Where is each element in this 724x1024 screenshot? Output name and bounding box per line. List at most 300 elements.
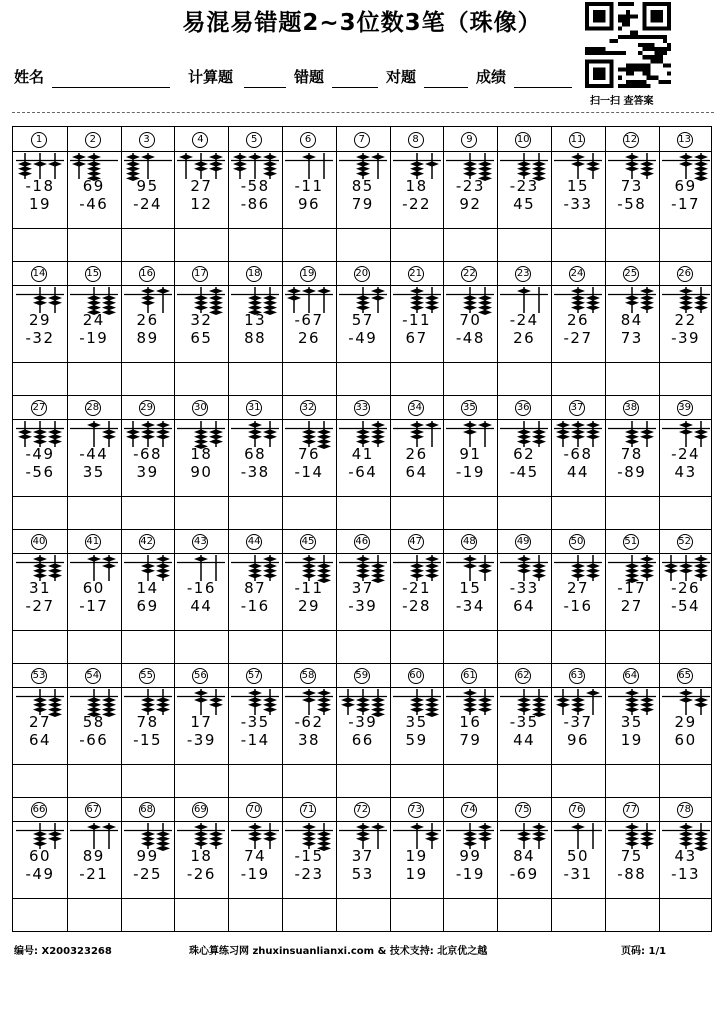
problem-cell [228,261,282,355]
answer-box[interactable] [605,764,659,797]
answer-box[interactable] [551,496,605,529]
abacus-bead [102,434,116,439]
abacus-bead [209,305,223,310]
answer-box[interactable] [282,898,336,931]
abacus-bead [263,434,277,439]
abacus-bead [625,563,639,568]
answer-box[interactable] [67,764,121,797]
abacus-bead [263,573,277,578]
problem-cell [282,395,336,489]
answer-box[interactable] [605,898,659,931]
abacus-bead [87,707,101,712]
operand-2: -39 [186,731,216,749]
operand-2: -15 [133,731,163,749]
abacus-bead [194,434,208,439]
operand-2: -16 [240,597,270,615]
abacus-bead [48,702,62,707]
name-field-line[interactable] [52,87,170,88]
answer-box[interactable] [551,898,605,931]
abacus-bead [679,697,693,702]
abacus-bead [371,702,385,707]
abacus-bead [640,288,654,293]
answer-box[interactable] [228,764,282,797]
answer-box[interactable] [443,496,497,529]
answer-box[interactable] [282,764,336,797]
abacus-bead [463,295,477,300]
abacus-bead [248,305,262,310]
operand-1: 69 [82,177,105,195]
abacus-bead [141,836,155,841]
operand-1: -11 [294,579,324,597]
abacus-bead [463,841,477,846]
answer-box[interactable] [336,764,390,797]
problem-cell [228,663,282,757]
problem-number: 13 [677,132,693,148]
answer-box[interactable] [282,630,336,663]
answer-box[interactable] [551,630,605,663]
problem-cell [497,797,551,891]
abacus-bead [248,573,262,578]
answer-box[interactable] [174,764,228,797]
operand-1: -18 [25,177,55,195]
problem-number: 5 [246,132,262,148]
operand-1: -16 [186,579,216,597]
operand-1: 35 [620,713,643,731]
abacus-bead [302,824,316,829]
answer-box[interactable] [121,228,175,261]
abacus-bead [463,422,477,427]
abacus-bead [48,439,62,444]
problem-cell [121,127,175,221]
abacus-bead [640,300,654,305]
answer-box[interactable] [497,228,551,261]
answer-box[interactable] [13,630,67,663]
abacus-bead [586,166,600,171]
answer-box[interactable] [605,228,659,261]
abacus-bead [302,568,316,573]
answer-box[interactable] [67,898,121,931]
abacus-bead [194,439,208,444]
problem-cell [67,261,121,355]
abacus-bead [371,429,385,434]
abacus-bead [425,831,439,836]
answer-box[interactable] [174,630,228,663]
problem-cell [551,663,605,757]
abacus-bead [356,573,370,578]
abacus-bead [87,422,101,427]
answer-box[interactable] [67,362,121,395]
abacus-bead [209,295,223,300]
answer-box[interactable] [605,496,659,529]
abacus-bead [156,573,170,578]
answer-box[interactable] [390,764,444,797]
abacus-bead [425,422,439,427]
answer-box[interactable] [497,764,551,797]
abacus-bead [356,429,370,434]
problem-number: 10 [515,132,531,148]
answer-box[interactable] [336,496,390,529]
abacus-bead [263,300,277,305]
abacus-bead [317,434,331,439]
operand-2: -16 [563,597,593,615]
abacus-bead [371,434,385,439]
abacus-bead [625,161,639,166]
answer-box[interactable] [659,764,713,797]
answer-box[interactable] [121,764,175,797]
answer-box[interactable] [13,362,67,395]
abacus-bead [248,824,262,829]
problem-number: 33 [354,400,370,416]
score-line[interactable] [514,87,572,88]
abacus-bead [194,841,208,846]
abacus-bead [48,161,62,166]
answer-box[interactable] [13,898,67,931]
abacus-bead [517,288,531,293]
answer-box[interactable] [443,764,497,797]
answer-box[interactable] [282,362,336,395]
problem-cell [336,797,390,891]
operand-2: -19 [455,463,485,481]
abacus-bead [410,429,424,434]
operand-2: 96 [297,195,321,213]
answer-box[interactable] [443,630,497,663]
abacus-bead [625,707,639,712]
problem-number: 42 [139,534,155,550]
abacus-bead [126,429,140,434]
abacus-bead [640,836,654,841]
answer-box[interactable] [390,898,444,931]
answer-box[interactable] [13,496,67,529]
abacus-bead [33,702,47,707]
abacus-bead [410,563,424,568]
answer-box[interactable] [13,764,67,797]
abacus-bead [517,434,531,439]
qr-caption: 扫一扫 查答案 [590,96,654,107]
problem-number: 11 [569,132,585,148]
abacus-bead [156,568,170,573]
problem-number: 65 [677,668,693,684]
answer-box[interactable] [443,898,497,931]
problem-cell [336,529,390,623]
operand-2: -31 [563,865,593,883]
operand-1: 50 [566,847,590,865]
abacus-bead [263,171,277,176]
worksheet-code: 编号: X200323268 [14,946,112,957]
abacus-bead [625,573,639,578]
answer-box[interactable] [336,630,390,663]
operand-1: -15 [294,847,324,865]
answer-box[interactable] [659,496,713,529]
problem-cell [551,797,605,891]
operand-2: 44 [190,597,213,615]
operand-1: -11 [294,177,324,195]
answer-box[interactable] [67,228,121,261]
abacus-bead [179,154,193,159]
abacus-bead [371,288,385,293]
problem-number: 60 [408,668,424,684]
abacus-bead [640,556,654,561]
abacus-bead [517,556,531,561]
answer-box[interactable] [605,630,659,663]
operand-2: -39 [671,329,701,347]
answer-box[interactable] [282,228,336,261]
abacus-bead [141,422,155,427]
abacus-bead [33,300,47,305]
operand-1: 18 [190,445,213,463]
abacus-bead [410,697,424,702]
answer-box[interactable] [228,496,282,529]
operand-1: -37 [563,713,593,731]
abacus-bead [356,697,370,702]
problem-number: 69 [192,802,208,818]
operand-1: -49 [25,445,55,463]
answer-box[interactable] [282,496,336,529]
abacus-bead [248,568,262,573]
abacus-bead [478,166,492,171]
abacus-bead [694,434,708,439]
answer-box[interactable] [228,898,282,931]
abacus-bead [640,295,654,300]
abacus-bead [625,434,639,439]
operand-2: -64 [348,463,378,481]
answer-box[interactable] [659,630,713,663]
abacus-bead [425,573,439,578]
abacus-bead [586,429,600,434]
operand-2: -45 [509,463,539,481]
abacus-bead [463,702,477,707]
abacus-bead [356,563,370,568]
operand-1: -67 [294,311,324,329]
abacus-bead [571,573,585,578]
problem-number: 25 [623,266,639,282]
abacus-bead [694,556,708,561]
abacus-bead [263,305,277,310]
answer-box[interactable] [228,362,282,395]
operand-1: 15 [566,177,590,195]
abacus-bead [694,568,708,573]
abacus-bead [679,300,693,305]
answer-box[interactable] [121,496,175,529]
problem-number: 44 [246,534,262,550]
answer-box[interactable] [174,898,228,931]
abacus-bead [640,841,654,846]
problem-number: 17 [192,266,208,282]
abacus-bead [640,697,654,702]
abacus-bead [209,841,223,846]
abacus-bead [356,295,370,300]
abacus-bead [248,563,262,568]
abacus-bead [48,295,62,300]
problem-number: 23 [515,266,531,282]
abacus-bead [194,300,208,305]
abacus-bead [463,707,477,712]
abacus-bead [640,429,654,434]
abacus-bead [640,161,654,166]
abacus-bead [694,563,708,568]
abacus-bead [263,556,277,561]
answer-box[interactable] [551,362,605,395]
operand-1: 17 [190,713,213,731]
answer-box[interactable] [174,496,228,529]
abacus-bead [209,288,223,293]
abacus-bead [356,831,370,836]
operand-2: -86 [240,195,270,213]
abacus-bead [248,300,262,305]
problem-number: 78 [677,802,693,818]
abacus-bead [410,707,424,712]
answer-box[interactable] [659,228,713,261]
answer-box[interactable] [228,630,282,663]
abacus-bead [33,563,47,568]
abacus-bead [102,824,116,829]
operand-1: 58 [82,713,105,731]
problem-cell [13,797,67,891]
operand-2: 44 [513,731,536,749]
abacus-bead [102,556,116,561]
problem-cell [659,663,713,757]
operand-1: 37 [351,847,374,865]
answer-box[interactable] [67,630,121,663]
abacus-bead [586,573,600,578]
abacus-bead [341,702,355,707]
operand-1: 19 [405,847,428,865]
problem-cell [659,797,713,891]
answer-box[interactable] [659,898,713,931]
answer-box[interactable] [13,228,67,261]
abacus-bead [532,697,546,702]
abacus-bead [263,836,277,841]
abacus-bead [233,166,247,171]
abacus-bead [463,690,477,695]
abacus-bead [87,161,101,166]
abacus-bead [640,573,654,578]
abacus-bead [425,161,439,166]
abacus-bead [410,166,424,171]
abacus-bead [625,300,639,305]
answer-box[interactable] [336,362,390,395]
problem-cell [443,261,497,355]
abacus-bead [317,288,331,293]
abacus-bead [48,300,62,305]
problem-number: 62 [515,668,531,684]
answer-box[interactable] [336,228,390,261]
abacus-bead [356,702,370,707]
answer-box[interactable] [497,630,551,663]
answer-box[interactable] [551,228,605,261]
operand-2: 73 [620,329,643,347]
operand-1: -68 [133,445,163,463]
abacus-bead [679,154,693,159]
answer-box[interactable] [228,228,282,261]
answer-box[interactable] [605,362,659,395]
problem-cell [174,529,228,623]
problem-cell [551,127,605,221]
answer-box[interactable] [497,496,551,529]
abacus-bead [156,831,170,836]
abacus-bead [463,171,477,176]
problem-number: 2 [85,132,101,148]
problem-number: 14 [31,266,47,282]
abacus-bead [263,161,277,166]
abacus-bead [371,697,385,702]
answer-box[interactable] [336,898,390,931]
problem-cell [443,395,497,489]
abacus-bead [478,831,492,836]
abacus-bead [302,429,316,434]
abacus-bead [463,429,477,434]
calc-count-line[interactable] [244,87,286,88]
answer-box[interactable] [551,764,605,797]
abacus-bead [640,707,654,712]
answer-box[interactable] [390,630,444,663]
answer-box[interactable] [174,362,228,395]
wrong-count-line[interactable] [332,87,378,88]
problem-number: 64 [623,668,639,684]
answer-box[interactable] [443,362,497,395]
operand-1: 13 [244,311,267,329]
problem-number: 35 [461,400,477,416]
abacus-bead [425,836,439,841]
abacus-bead [317,831,331,836]
right-count-line[interactable] [424,87,468,88]
abacus-bead [141,288,155,293]
abacus-bead [532,434,546,439]
abacus-bead [302,841,316,846]
problem-cell [551,261,605,355]
abacus-bead [87,154,101,159]
abacus-bead [87,556,101,561]
abacus-bead [425,556,439,561]
answer-box[interactable] [497,898,551,931]
abacus-bead [156,563,170,568]
problem-number: 71 [300,802,316,818]
answer-box[interactable] [497,362,551,395]
answer-box[interactable] [121,898,175,931]
abacus-bead [356,305,370,310]
answer-box[interactable] [121,362,175,395]
answer-box[interactable] [390,362,444,395]
answer-box[interactable] [174,228,228,261]
abacus-bead [317,836,331,841]
abacus-bead [356,171,370,176]
abacus-bead [356,439,370,444]
abacus-bead [625,702,639,707]
answer-box[interactable] [390,228,444,261]
problem-number: 41 [85,534,101,550]
abacus-bead [48,573,62,578]
abacus-bead [556,697,570,702]
abacus-bead [478,697,492,702]
answer-box[interactable] [121,630,175,663]
answer-box[interactable] [659,362,713,395]
abacus-bead [141,707,155,712]
problem-number: 52 [677,534,693,550]
answer-box[interactable] [443,228,497,261]
operand-1: -23 [509,177,539,195]
abacus-bead [48,836,62,841]
answer-box[interactable] [67,496,121,529]
abacus-bead [478,300,492,305]
operand-2: -17 [671,195,701,213]
problem-cell [228,395,282,489]
abacus-bead [640,305,654,310]
operand-2: 45 [513,195,536,213]
abacus-bead [463,563,477,568]
abacus-bead [478,707,492,712]
answer-box[interactable] [390,496,444,529]
abacus-bead [625,568,639,573]
operand-1: 43 [674,847,697,865]
